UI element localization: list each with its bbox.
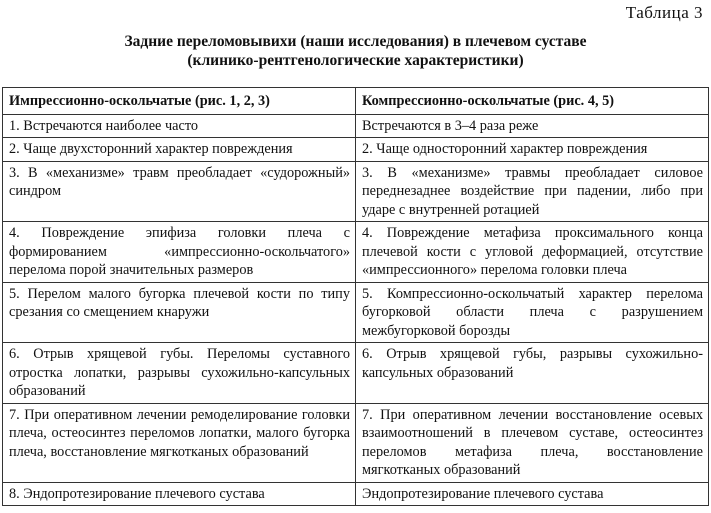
- table-cell: 8. Эндопротезирование плечевого сустава: [3, 482, 356, 506]
- table-row: [3, 403, 709, 482]
- table-row: [3, 114, 709, 138]
- table-cell: Встречаются в 3–4 раза реже: [356, 114, 709, 138]
- table-cell: 7. При оперативном лечении ремоделирование головки плеча, остеосинтез переломов лопатки, малого бугорка плеча, восстановление мягкотканых образований: [3, 403, 356, 482]
- table-label: Таблица 3: [625, 3, 703, 22]
- table-cell: 5. Перелом малого бугорка плечевой кости по типу срезания со смещением кнаружи: [3, 282, 356, 343]
- column-header-compression: Компрессионно-оскольчатые (рис. 4, 5): [356, 88, 709, 115]
- header-row: [3, 88, 709, 115]
- table-row: [3, 343, 709, 404]
- table-title: [0, 32, 711, 70]
- table-row: [3, 482, 709, 506]
- table-cell: 5. Компрессионно-оскольчатый характер перелома бугорковой области плеча с разрушением межбугорковой борозды: [356, 282, 709, 343]
- table-cell: Эндопротезирование плечевого сустава: [356, 482, 709, 506]
- column-header-impression: Импрессионно-оскольчатые (рис. 1, 2, 3): [3, 88, 356, 115]
- table-row: [3, 138, 709, 162]
- table-cell: 2. Чаще односторонний характер повреждения: [356, 138, 709, 162]
- table-row: [3, 222, 709, 283]
- comparison-table: [2, 87, 709, 506]
- table-row: [3, 282, 709, 343]
- table-row: [3, 161, 709, 222]
- table-cell: 6. Отрыв хрящевой губы. Переломы суставного отростка лопатки, разрывы сухожильно-капсульных образований: [3, 343, 356, 404]
- table-cell: 3. В «механизме» травм преобладает «судорожный» синдром: [3, 161, 356, 222]
- table-cell: 7. При оперативном лечении восстановление осевых взаимоотношений в плечевом суставе, остеосинтез переломов метафиза плеча, восстановление мягкотканых образований: [356, 403, 709, 482]
- table-cell: 4. Повреждение метафиза проксимального конца плечевой кости с угловой деформацией, отсутствие «импрессионного» перелома головки плеча: [356, 222, 709, 283]
- title-line-1: Задние переломовывихи (наши исследования) в плечевом суставе: [124, 33, 587, 50]
- table-cell: 4. Повреждение эпифиза головки плеча с формированием «импрессионно-оскольчатого» перелома порой значительных размеров: [3, 222, 356, 283]
- table-cell: 3. В «механизме» травмы преобладает силовое переднезаднее воздействие при падении, либо при ударе с внутренней ротацией: [356, 161, 709, 222]
- table-cell: 6. Отрыв хрящевой губы, разрывы сухожильно-капсульных образований: [356, 343, 709, 404]
- title-line-2: (клинико-рентгенологические характеристики): [187, 52, 524, 69]
- table-cell: 1. Встречаются наиболее часто: [3, 114, 356, 138]
- table-cell: 2. Чаще двухсторонний характер повреждения: [3, 138, 356, 162]
